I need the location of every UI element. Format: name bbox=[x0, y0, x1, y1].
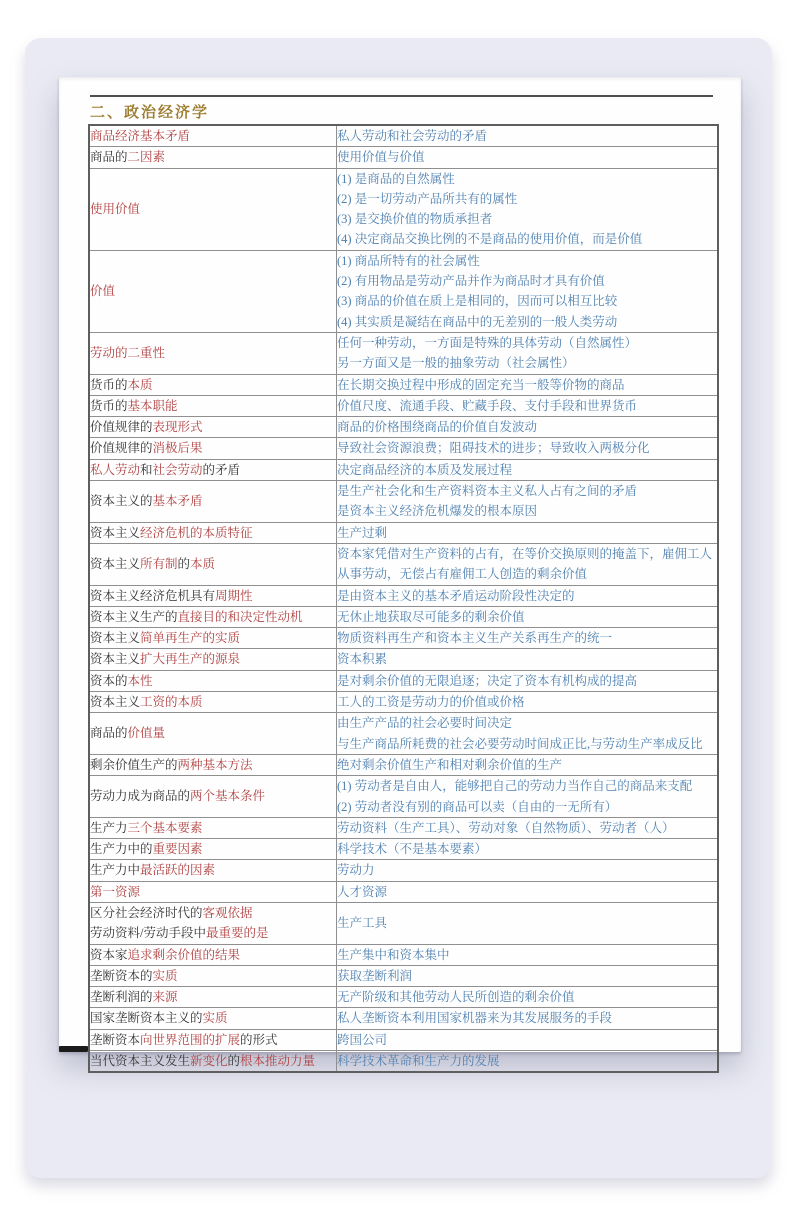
definition-line: 跨国公司 bbox=[337, 1032, 388, 1047]
term-cell bbox=[89, 147, 337, 168]
definition-line: 私人劳动和社会劳动的矛盾 bbox=[337, 129, 488, 143]
definition-line: 人才资源 bbox=[337, 884, 388, 899]
table-row bbox=[89, 1051, 718, 1073]
definition-cell bbox=[337, 713, 719, 755]
definition-line: 由生产产品的社会必要时间决定 bbox=[337, 716, 513, 731]
definition-cell bbox=[337, 628, 719, 649]
definition-line: (1) 劳动者是自由人，能够把自己的劳动力当作自己的商品来支配 bbox=[337, 779, 693, 794]
definition-cell bbox=[337, 585, 719, 606]
term-segment: 最重要的是 bbox=[205, 926, 269, 941]
term-segment: 简单再生产的实质 bbox=[140, 631, 241, 646]
definition-cell bbox=[337, 395, 719, 416]
table-row bbox=[89, 1029, 718, 1050]
definition-cell bbox=[337, 902, 719, 944]
definition-line: (2) 是一切劳动产品所共有的属性 bbox=[337, 191, 518, 206]
term-segment: 资本家 bbox=[90, 947, 128, 962]
term-segment: 商品经济基本矛盾 bbox=[90, 129, 191, 143]
term-cell bbox=[89, 817, 337, 838]
definition-line: (4) 决定商品交换比例的不是商品的使用价值，而是价值 bbox=[337, 232, 643, 247]
term-cell bbox=[89, 692, 337, 713]
term-segment: 客观依据 bbox=[202, 905, 253, 920]
term-segment: 追求剩余价值的结果 bbox=[127, 947, 241, 962]
section-title: 二、政治经济学 bbox=[90, 105, 210, 121]
term-line bbox=[90, 723, 336, 743]
definition-line: (3) 是交换价值的物质承担者 bbox=[337, 212, 493, 227]
term-line bbox=[90, 786, 336, 806]
term-segment: 私人劳动 bbox=[90, 462, 141, 477]
page-top-rule bbox=[90, 95, 713, 97]
term-cell bbox=[89, 881, 337, 902]
definition-cell bbox=[337, 125, 719, 147]
definition-cell bbox=[337, 543, 719, 585]
definition-cell bbox=[337, 649, 719, 670]
definition-line: 绝对剩余价值生产和相对剩余价值的生产 bbox=[337, 757, 563, 772]
table-row bbox=[89, 250, 718, 332]
definition-line: 生产工具 bbox=[337, 916, 388, 931]
definition-cell bbox=[337, 522, 719, 543]
term-segment: 生产力中的 bbox=[90, 842, 153, 857]
table-row bbox=[89, 944, 718, 965]
definition-line: 是资本主义经济危机爆发的根本原因 bbox=[337, 504, 538, 519]
term-segment: 生产力 bbox=[90, 820, 128, 835]
term-segment: 表现形式 bbox=[152, 420, 203, 435]
definition-cell bbox=[337, 438, 719, 459]
table-row bbox=[89, 395, 718, 416]
table-row bbox=[89, 649, 718, 670]
definition-line: (2) 劳动者没有别的商品可以卖（自由的一无所有） bbox=[337, 799, 618, 814]
table-row bbox=[89, 713, 718, 755]
term-line bbox=[90, 126, 336, 146]
term-line bbox=[90, 460, 336, 480]
term-segment: 资本主义 bbox=[90, 525, 141, 540]
table-row bbox=[89, 332, 718, 374]
definition-cell bbox=[337, 987, 719, 1008]
term-segment: 两种基本方法 bbox=[177, 757, 253, 772]
term-segment: 直接目的和决定性动机 bbox=[177, 609, 303, 624]
definition-cell bbox=[337, 459, 719, 480]
table-row bbox=[89, 522, 718, 543]
term-line bbox=[90, 1008, 336, 1028]
term-line bbox=[90, 396, 336, 416]
term-segment: 价值 bbox=[90, 284, 116, 299]
definition-line: 资本积累 bbox=[337, 652, 388, 667]
term-cell bbox=[89, 628, 337, 649]
definition-line: 从事劳动，无偿占有雇佣工人创造的剩余价值 bbox=[337, 567, 588, 582]
definition-cell bbox=[337, 944, 719, 965]
term-segment: 基本职能 bbox=[127, 398, 178, 413]
document-page bbox=[59, 77, 741, 1069]
table-row bbox=[89, 817, 718, 838]
definition-cell bbox=[337, 839, 719, 860]
term-segment: 和 bbox=[140, 462, 153, 477]
definition-cell bbox=[337, 481, 719, 523]
term-segment: 商品的 bbox=[90, 726, 128, 741]
term-line bbox=[90, 1030, 336, 1050]
table-row bbox=[89, 965, 718, 986]
definition-line: 导致社会资源浪费；阻碍技术的进步；导致收入两极分化 bbox=[337, 441, 650, 456]
term-segment: 消极后果 bbox=[152, 441, 203, 456]
term-segment: 的 bbox=[227, 1054, 241, 1069]
term-cell bbox=[89, 543, 337, 585]
term-segment: 资本主义经济危机具有 bbox=[90, 588, 216, 603]
term-segment: 的 bbox=[177, 557, 191, 572]
term-cell bbox=[89, 374, 337, 395]
term-cell bbox=[89, 670, 337, 691]
definition-line: 资本家凭借对生产资料的占有，在等价交换原则的掩盖下，雇佣工人 bbox=[337, 546, 713, 561]
term-cell bbox=[89, 250, 337, 332]
term-segment: 社会劳动 bbox=[152, 462, 203, 477]
definition-line: 获取垄断利润 bbox=[337, 968, 413, 983]
table-row bbox=[89, 1008, 718, 1029]
term-cell bbox=[89, 754, 337, 775]
term-segment: 价值量 bbox=[127, 726, 166, 741]
definition-cell bbox=[337, 606, 719, 627]
definition-line: (2) 有用物品是劳动产品并作为商品时才具有价值 bbox=[337, 274, 605, 289]
term-segment: 第一资源 bbox=[90, 884, 141, 899]
term-segment: 垄断资本的 bbox=[90, 968, 153, 983]
definition-line: 另一方面又是一般的抽象劳动（社会属性） bbox=[337, 356, 575, 371]
definition-cell bbox=[337, 881, 719, 902]
table-row bbox=[89, 543, 718, 585]
term-cell bbox=[89, 125, 337, 147]
term-segment: 资本主义 bbox=[90, 557, 141, 572]
table-row bbox=[89, 692, 718, 713]
term-cell bbox=[89, 839, 337, 860]
definition-line: (4) 其实质是凝结在商品中的无差别的一般人类劳动 bbox=[337, 314, 618, 329]
term-line bbox=[90, 375, 336, 395]
definition-line: 任何一种劳动，一方面是特殊的具体劳动（自然属性） bbox=[337, 335, 638, 350]
term-cell bbox=[89, 417, 337, 438]
table-row bbox=[89, 606, 718, 627]
term-cell bbox=[89, 1029, 337, 1050]
definition-line: 科学技术革命和生产力的发展 bbox=[337, 1054, 500, 1069]
term-cell bbox=[89, 902, 337, 944]
definition-line: 劳动力 bbox=[337, 863, 375, 878]
term-line bbox=[90, 491, 336, 511]
term-cell bbox=[89, 168, 337, 250]
term-segment: 货币的 bbox=[90, 377, 128, 392]
term-cell bbox=[89, 776, 337, 818]
term-segment: 商品的 bbox=[90, 150, 128, 165]
definition-cell bbox=[337, 776, 719, 818]
term-segment: 垄断资本 bbox=[90, 1032, 141, 1047]
term-line bbox=[90, 147, 336, 167]
definition-line: 商品的价格围绕商品的价值自发波动 bbox=[337, 420, 538, 435]
term-segment: 本性 bbox=[127, 673, 153, 688]
definition-cell bbox=[337, 168, 719, 250]
term-segment: 根本推动力量 bbox=[240, 1054, 316, 1069]
content-table-body bbox=[89, 125, 718, 1072]
definition-line: 使用价值与价值 bbox=[337, 150, 425, 165]
definition-cell bbox=[337, 250, 719, 332]
definition-line: 工人的工资是劳动力的价值或价格 bbox=[337, 695, 525, 710]
term-line bbox=[90, 281, 336, 301]
term-cell bbox=[89, 1008, 337, 1029]
term-segment: 劳动的二重性 bbox=[90, 346, 166, 361]
term-segment: 两个基本条件 bbox=[190, 789, 266, 804]
definition-cell bbox=[337, 374, 719, 395]
term-segment: 本质 bbox=[190, 557, 216, 572]
term-segment: 国家垄断资本主义的 bbox=[90, 1011, 203, 1026]
definition-line: (1) 商品所特有的社会属性 bbox=[337, 253, 480, 268]
definition-cell bbox=[337, 147, 719, 168]
term-segment: 资本主义 bbox=[90, 695, 141, 710]
term-line bbox=[90, 923, 336, 943]
term-line bbox=[90, 966, 336, 986]
term-cell bbox=[89, 606, 337, 627]
definition-cell bbox=[337, 1029, 719, 1050]
document-panel bbox=[25, 38, 772, 1178]
table-row bbox=[89, 438, 718, 459]
term-cell bbox=[89, 332, 337, 374]
term-segment: 新变化 bbox=[190, 1054, 228, 1069]
term-segment: 资本主义生产的 bbox=[90, 609, 178, 624]
term-segment: 重要因素 bbox=[152, 842, 203, 857]
table-row bbox=[89, 125, 718, 147]
term-cell bbox=[89, 395, 337, 416]
term-cell bbox=[89, 438, 337, 459]
term-segment: 周期性 bbox=[215, 588, 253, 603]
term-segment: 扩大再生产的源泉 bbox=[140, 652, 241, 667]
term-line bbox=[90, 607, 336, 627]
table-row bbox=[89, 147, 718, 168]
term-cell bbox=[89, 1051, 337, 1073]
term-line bbox=[90, 882, 336, 902]
term-cell bbox=[89, 944, 337, 965]
table-row bbox=[89, 459, 718, 480]
term-segment: 工资的本质 bbox=[140, 695, 203, 710]
table-row bbox=[89, 860, 718, 881]
term-segment: 的矛盾 bbox=[202, 462, 241, 477]
definition-cell bbox=[337, 1051, 719, 1073]
term-line bbox=[90, 438, 336, 458]
term-cell bbox=[89, 713, 337, 755]
table-row bbox=[89, 776, 718, 818]
term-cell bbox=[89, 522, 337, 543]
term-segment: 区分社会经济时代的 bbox=[90, 905, 203, 920]
term-segment: 来源 bbox=[152, 990, 178, 1005]
bottom-edge-mark bbox=[59, 1046, 88, 1052]
term-segment: 实质 bbox=[202, 1011, 228, 1026]
definition-cell bbox=[337, 965, 719, 986]
term-line bbox=[90, 586, 336, 606]
term-cell bbox=[89, 649, 337, 670]
term-line bbox=[90, 839, 336, 859]
definition-cell bbox=[337, 332, 719, 374]
term-segment: 最活跃的因素 bbox=[140, 863, 216, 878]
term-line bbox=[90, 755, 336, 775]
term-segment: 三个基本要素 bbox=[127, 820, 203, 835]
term-cell bbox=[89, 860, 337, 881]
table-row bbox=[89, 839, 718, 860]
definition-line: 生产集中和资本集中 bbox=[337, 947, 450, 962]
table-row bbox=[89, 902, 718, 944]
term-segment: 资本的 bbox=[90, 673, 128, 688]
definition-line: 在长期交换过程中形成的固定充当一般等价物的商品 bbox=[337, 377, 625, 392]
definition-cell bbox=[337, 860, 719, 881]
table-row bbox=[89, 881, 718, 902]
term-line bbox=[90, 1051, 336, 1071]
term-line bbox=[90, 692, 336, 712]
definition-line: 无产阶级和其他劳动人民所创造的剩余价值 bbox=[337, 990, 575, 1005]
term-line bbox=[90, 523, 336, 543]
definition-cell bbox=[337, 417, 719, 438]
term-line bbox=[90, 628, 336, 648]
term-line bbox=[90, 554, 336, 574]
term-line bbox=[90, 649, 336, 669]
term-cell bbox=[89, 481, 337, 523]
term-line bbox=[90, 343, 336, 363]
term-segment: 货币的 bbox=[90, 398, 128, 413]
term-segment: 当代资本主义发生 bbox=[90, 1054, 191, 1069]
term-cell bbox=[89, 965, 337, 986]
term-cell bbox=[89, 585, 337, 606]
table-row bbox=[89, 168, 718, 250]
term-line bbox=[90, 818, 336, 838]
table-row bbox=[89, 628, 718, 649]
definition-line: 劳动资料（生产工具）、劳动对象（自然物质）、劳动者（人） bbox=[337, 820, 675, 835]
term-segment: 生产力中 bbox=[90, 863, 141, 878]
definition-line: 与生产商品所耗费的社会必要劳动时间成正比,与劳动生产率成反比 bbox=[337, 736, 703, 751]
term-segment: 剩余价值生产的 bbox=[90, 757, 178, 772]
definition-line: 生产过剩 bbox=[337, 525, 388, 540]
content-table bbox=[88, 124, 719, 1073]
term-line bbox=[90, 987, 336, 1007]
definition-line: 无休止地获取尽可能多的剩余价值 bbox=[337, 609, 525, 624]
definition-line: 是由资本主义的基本矛盾运动阶段性决定的 bbox=[337, 588, 575, 603]
table-row bbox=[89, 585, 718, 606]
term-segment: 垄断利润的 bbox=[90, 990, 153, 1005]
table-row bbox=[89, 374, 718, 395]
term-segment: 价值规律的 bbox=[90, 441, 153, 456]
term-segment: 资本主义的 bbox=[90, 494, 153, 509]
term-segment: 实质 bbox=[152, 968, 178, 983]
term-line bbox=[90, 199, 336, 219]
definition-cell bbox=[337, 817, 719, 838]
table-row bbox=[89, 987, 718, 1008]
definition-cell bbox=[337, 1008, 719, 1029]
table-row bbox=[89, 417, 718, 438]
term-line bbox=[90, 945, 336, 965]
definition-line: 物质资料再生产和资本主义生产关系再生产的统一 bbox=[337, 631, 613, 646]
table-row bbox=[89, 670, 718, 691]
term-cell bbox=[89, 987, 337, 1008]
term-line bbox=[90, 860, 336, 880]
definition-line: 决定商品经济的本质及发展过程 bbox=[337, 462, 513, 477]
definition-line: 是生产社会化和生产资料资本主义私人占有之间的矛盾 bbox=[337, 484, 638, 499]
definition-line: 价值尺度、流通手段、贮藏手段、支付手段和世界货币 bbox=[337, 398, 638, 413]
term-segment: 劳动力成为商品的 bbox=[90, 789, 191, 804]
term-segment: 所有制 bbox=[140, 557, 178, 572]
term-segment: 向世界范围的扩展 bbox=[140, 1032, 241, 1047]
term-segment: 资本主义 bbox=[90, 652, 141, 667]
table-wrapper bbox=[88, 124, 719, 1073]
term-segment: 的形式 bbox=[240, 1032, 278, 1047]
term-segment: 价值规律的 bbox=[90, 420, 153, 435]
definition-line: 是对剩余价值的无限追逐；决定了资本有机构成的提高 bbox=[337, 673, 638, 688]
term-segment: 经济危机的本质特征 bbox=[140, 525, 253, 540]
definition-line: 私人垄断资本利用国家机器来为其发展服务的手段 bbox=[337, 1011, 613, 1026]
definition-cell bbox=[337, 754, 719, 775]
definition-line: 科学技术（不是基本要素） bbox=[337, 842, 488, 857]
table-row bbox=[89, 481, 718, 523]
term-segment: 劳动资料/劳动手段中 bbox=[90, 926, 206, 941]
term-segment: 二因素 bbox=[127, 150, 166, 165]
term-line bbox=[90, 903, 336, 923]
term-segment: 本质 bbox=[127, 377, 153, 392]
definition-cell bbox=[337, 670, 719, 691]
term-segment: 基本矛盾 bbox=[152, 494, 203, 509]
term-line bbox=[90, 671, 336, 691]
table-row bbox=[89, 754, 718, 775]
definition-line: (3) 商品的价值在质上是相同的，因而可以相互比较 bbox=[337, 294, 618, 309]
definition-cell bbox=[337, 692, 719, 713]
definition-line: (1) 是商品的自然属性 bbox=[337, 171, 455, 186]
term-segment: 资本主义 bbox=[90, 631, 141, 646]
term-cell bbox=[89, 459, 337, 480]
term-line bbox=[90, 417, 336, 437]
term-segment: 使用价值 bbox=[90, 202, 141, 217]
